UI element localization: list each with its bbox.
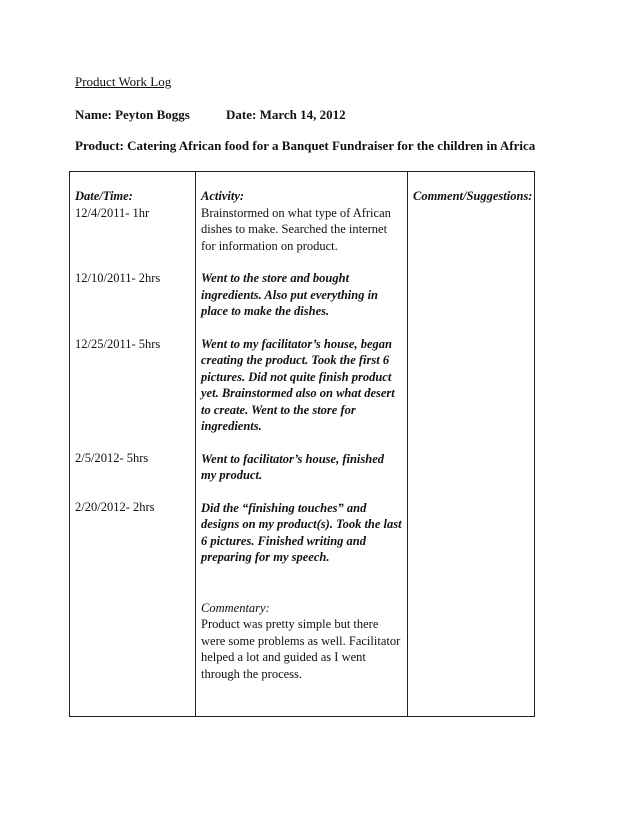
commentary-line: Product was pretty simple but there	[201, 617, 379, 631]
activity-entry	[201, 205, 405, 255]
activity-line: Went to the store and bought	[201, 271, 350, 285]
activity-entry	[201, 451, 405, 484]
activity-line: Went to facilitator’s house, finished	[201, 451, 385, 466]
activity-line: ingredients.	[201, 419, 262, 433]
activity-line: yet. Brainstormed also on what desert	[201, 386, 395, 400]
activity-column	[201, 188, 405, 682]
activity-line: creating the product. Took the first 6	[201, 353, 390, 367]
activity-entry	[201, 270, 405, 320]
comment-column	[413, 188, 533, 205]
date-header: Date/Time:	[75, 189, 133, 203]
page-title: Product Work Log	[75, 74, 172, 89]
commentary-heading: Commentary:	[201, 600, 270, 615]
activity-line: to create. Went to the store for	[201, 402, 356, 417]
activity-line: designs on my product(s). Took the last	[201, 517, 402, 531]
column-divider	[195, 172, 196, 716]
activity-line: dishes to make. Searched the internet	[201, 222, 388, 236]
date-line: Date: March 14, 2012	[226, 107, 346, 122]
name-line: Name: Peyton Boggs	[75, 107, 190, 122]
date-cell: 2/20/2012- 2hrs	[75, 499, 155, 514]
activity-line: Went to my facilitator’s house, began	[201, 336, 392, 351]
activity-line: place to make the dishes.	[201, 304, 330, 318]
date-column	[75, 188, 193, 515]
activity-line: Brainstormed on what type of African	[201, 205, 391, 220]
date-cell: 12/10/2011- 2hrs	[75, 271, 161, 285]
comment-header: Comment/Suggestions:	[413, 189, 533, 203]
work-log-table	[69, 171, 535, 717]
date-cell: 12/25/2011- 5hrs	[75, 336, 161, 351]
activity-line: my product.	[201, 468, 263, 482]
commentary-block	[201, 600, 405, 683]
activity-line: Did the “finishing touches” and	[201, 500, 367, 515]
column-divider	[407, 172, 408, 716]
activity-header: Activity:	[201, 189, 245, 203]
activity-entry	[201, 500, 405, 566]
product-line: Product: Catering African food for a Banquet Fundraiser for the children in Africa	[75, 138, 536, 153]
commentary-line: were some problems as well. Facilitator	[201, 633, 401, 648]
activity-entry	[201, 336, 405, 435]
activity-line: 6 pictures. Finished writing and	[201, 533, 366, 548]
activity-line: pictures. Did not quite finish product	[201, 369, 392, 384]
commentary-line: through the process.	[201, 666, 303, 681]
date-cell: 12/4/2011- 1hr	[75, 205, 150, 220]
activity-line: ingredients. Also put everything in	[201, 287, 378, 302]
commentary-line: helped a lot and guided as I went	[201, 650, 366, 664]
activity-line: for information on product.	[201, 238, 338, 253]
date-cell: 2/5/2012- 5hrs	[75, 451, 149, 465]
activity-line: preparing for my speech.	[201, 550, 330, 564]
